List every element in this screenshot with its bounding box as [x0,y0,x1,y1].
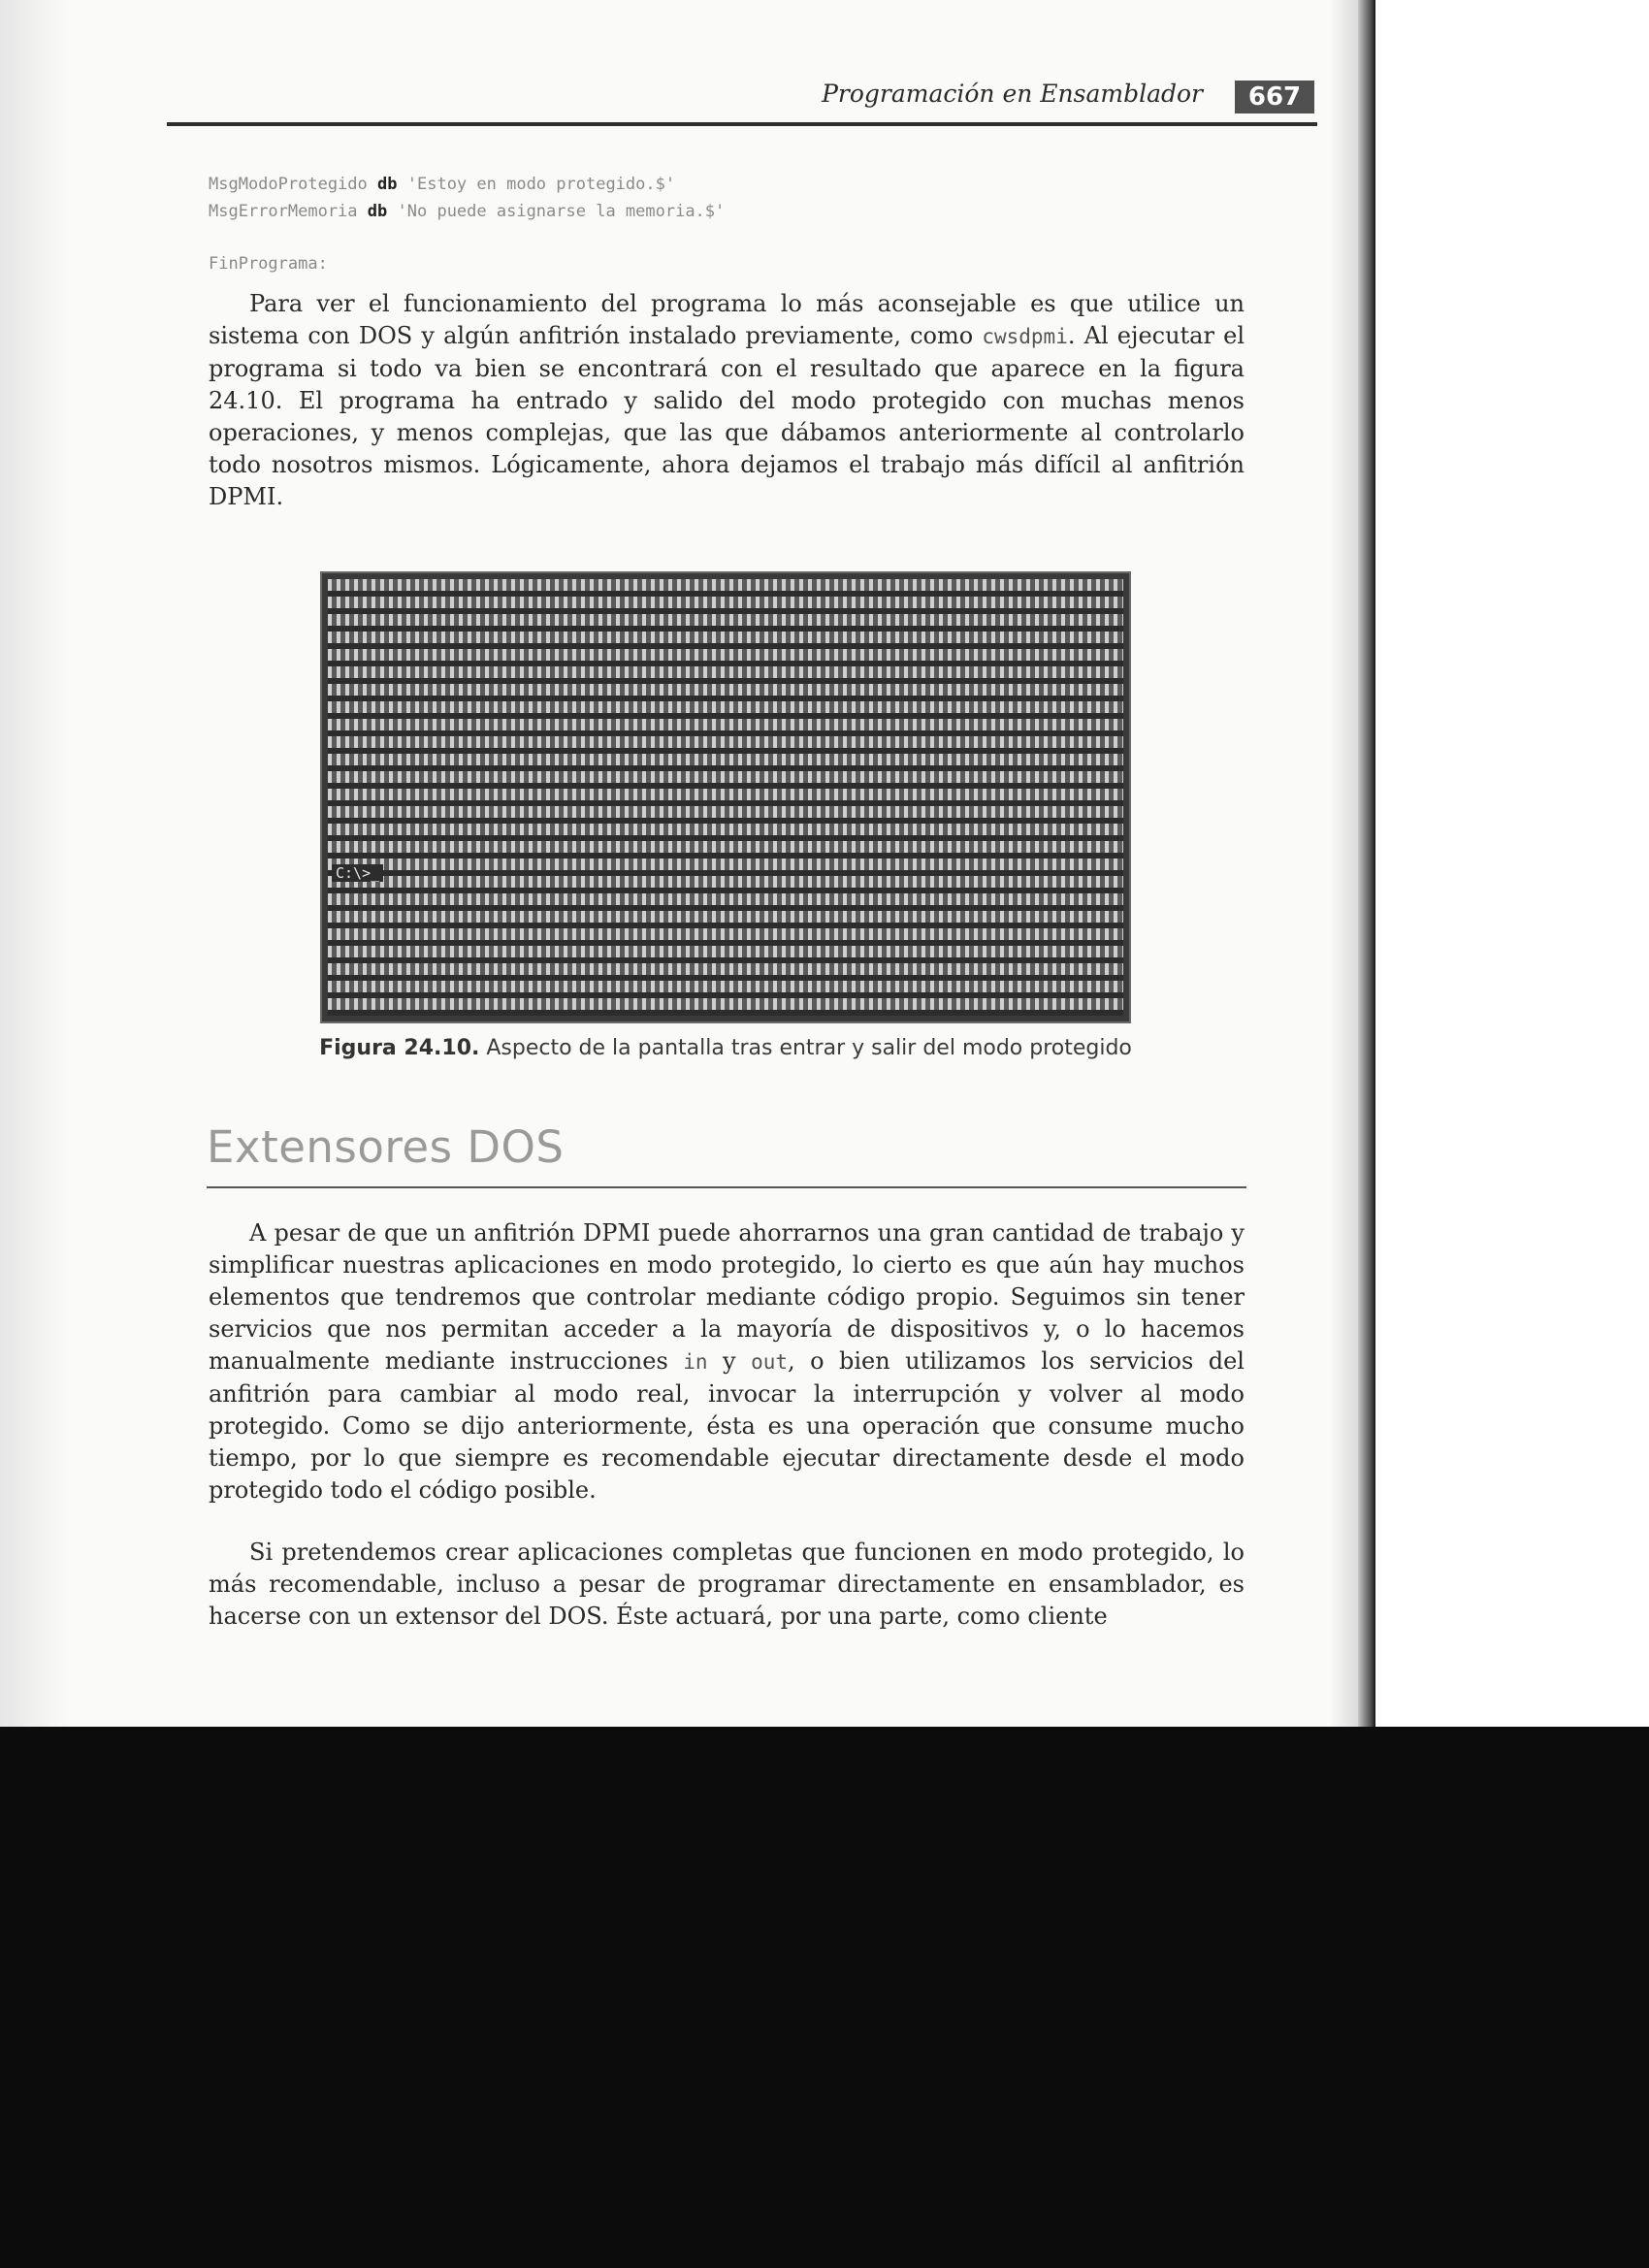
code-value: 'No puede asignarse la memoria.$' [397,202,726,221]
code-line [209,202,725,221]
figure-caption-label: Figura 24.10. [319,1036,480,1060]
code-label: MsgModoProtegido [209,175,368,194]
inline-code: cwsdpmi [982,325,1068,348]
code-directive: db [377,175,398,194]
inline-code: in [683,1350,708,1374]
paragraph-text: , o bien utilizamos los servicios del anfitrión para cambiar al modo real, invocar la interrupción y volver al modo protegido. Como se dijo anteriormente, ésta es una operación que consume mucho tiempo, por lo que siempre es recomendable ejecutar directamente desde el modo protegido todo el código posible. [209,1347,1245,1504]
code-label: MsgErrorMemoria [209,202,358,221]
section-heading: Extensores DOS [207,1121,565,1173]
page-edge [1358,0,1375,1727]
figure-caption-text: Aspecto de la pantalla tras entrar y salir del modo protegido [486,1036,1132,1060]
dos-prompt: C:\>_ [332,864,383,882]
body-paragraph [209,288,1245,513]
body-paragraph [209,1537,1245,1633]
scanner-background [0,1727,1649,2268]
scan-margin [1375,0,1649,1727]
paragraph-text: Para ver el funcionamiento del programa lo más aconsejable es que utilice un sistema con DOS y algún anfitrión instalado previamente, como [209,290,1245,349]
code-value: 'Estoy en modo protegido.$' [406,175,676,194]
figure-caption [291,1036,1160,1060]
body-paragraph [209,1217,1245,1507]
running-head: Programación en Ensamblador [822,80,1203,108]
paragraph-text: Si pretendemos crear aplicaciones completas que funcionen en modo protegido, lo más recomendable, incluso a pesar de programar directamente en ensamblador, es hacerse con un extensor del DOS. Éste actuará, por una parte, como cliente [209,1539,1245,1630]
header-rule [167,122,1317,126]
paragraph-text: y [707,1347,752,1375]
code-line [209,175,675,194]
page-gutter-shadow [0,0,68,1727]
figure-screenshot [320,571,1131,1023]
inline-code: out [751,1350,788,1374]
paragraph-text: A pesar de que un anfitrión DPMI puede ahorrarnos una gran cantidad de trabajo y simplificar nuestras aplicaciones en modo protegido, lo cierto es que aún hay muchos elementos que tendremos que controlar mediante código propio. Seguimos sin tener servicios que nos permitan acceder a la mayoría de dispositivos y, o lo hacemos manualmente mediante instrucciones [209,1219,1245,1375]
dos-screen [328,579,1123,1016]
section-rule [207,1186,1246,1188]
code-line: FinPrograma: [209,254,328,274]
paragraph-text: . Al ejecutar el programa si todo va bien se encontrará con el resultado que aparece en la figura 24.10. El programa ha entrado y salido del modo protegido con muchas menos operaciones, y menos complejas, que las que dábamos anteriormente al controlarlo todo nosotros mismos. Lógicamente, ahora dejamos el trabajo más difícil al anfitrión DPMI. [209,322,1245,510]
code-directive: db [367,202,388,221]
page-number: 667 [1235,81,1314,113]
